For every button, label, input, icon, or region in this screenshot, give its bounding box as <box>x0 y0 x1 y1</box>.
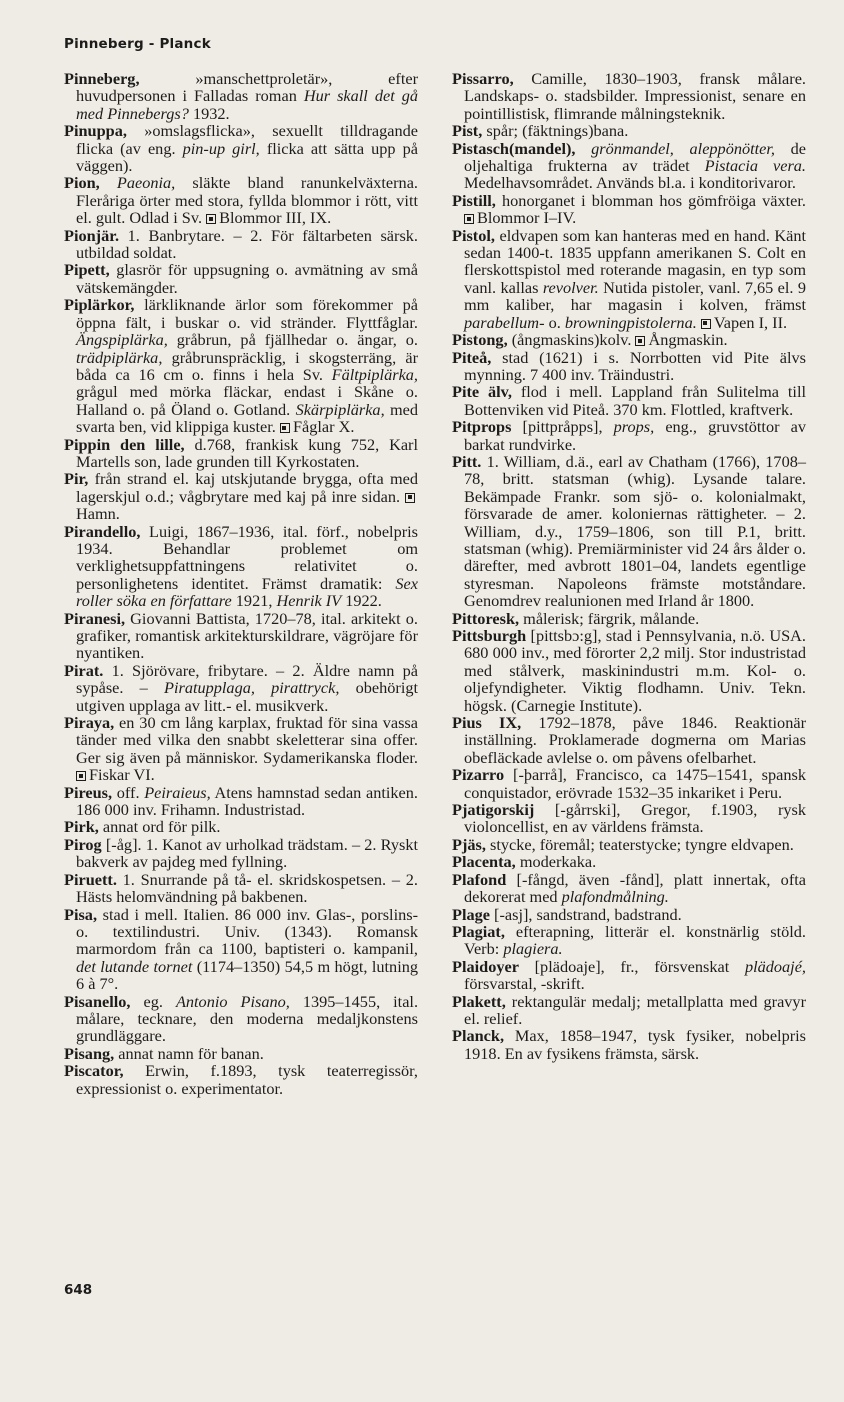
entry-headword: Pirk, <box>64 817 99 837</box>
entry-text: en 30 cm lång karplax, fruktad för sina vassa tänder med vilka den snabbt skeletterar sina offer. Ger sig även på människor. Sydamerikanska floder. <box>76 713 418 767</box>
entry-text: grågul med mörka fläckar, endast i Skåne o. Halland o. på Öland o. Gotland. <box>76 382 418 419</box>
entry-headword: Pirat. <box>64 660 104 680</box>
dictionary-entry <box>64 174 418 226</box>
entry-headword: Piplärkor, <box>64 295 135 315</box>
dictionary-entry <box>452 906 806 923</box>
entry-text: Fiskar VI. <box>89 765 155 785</box>
dictionary-entry <box>452 122 806 139</box>
entry-headword: Piscator, <box>64 1061 124 1081</box>
entry-text: försvarstal, -skrift. <box>464 974 585 994</box>
entry-text: med svarta ben, vid klippiga kuster. <box>76 399 419 437</box>
dictionary-entry <box>64 662 418 714</box>
dictionary-entry <box>452 227 806 331</box>
dictionary-entry <box>64 523 418 610</box>
entry-text: Fåglar X. <box>292 417 355 437</box>
entry-italic-text: revolver. <box>542 277 599 297</box>
entry-headword: Pisa, <box>64 904 98 924</box>
picture-reference-icon <box>206 214 216 224</box>
entry-italic-text: props, <box>613 417 655 437</box>
entry-text: [pittsbɔ:g], stad i Pennsylvania, n.ö. USA. 680 000 inv., med förorter 2,2 milj. Stor industristad med stålverk, maskinindustri m.m. Kol- o. oljefyndigheter. Viktig flodhamn. Univ. Tekn. högsk. (Carnegie Institute). <box>464 626 806 715</box>
entry-headword: Pitprops <box>452 417 512 437</box>
entry-text: [-asj], sandstrand, badstrand. <box>489 904 682 924</box>
entry-text: Ångmaskin. <box>648 330 728 350</box>
dictionary-entry <box>64 836 418 871</box>
entry-headword: Placenta, <box>452 852 516 872</box>
dictionary-entry <box>64 122 418 174</box>
entry-text: 1. Sjörövare, fribytare. – 2. Äldre namn på sypåse. – <box>76 660 418 698</box>
dictionary-entry <box>64 906 418 993</box>
dictionary-entry <box>452 766 806 801</box>
entry-italic-text: plagiera. <box>503 939 563 959</box>
dictionary-entry <box>64 1045 418 1062</box>
entry-headword: Piranesi, <box>64 608 126 628</box>
entry-headword: Pippin den lille, <box>64 434 185 454</box>
dictionary-entry <box>452 192 806 227</box>
dictionary-entry <box>452 453 806 610</box>
dictionary-entry <box>64 610 418 662</box>
entry-text: 1395–1455, ital. målare, tecknare, den moderna medaljkonstens grundläggare. <box>76 991 419 1046</box>
dictionary-entry <box>64 993 418 1045</box>
entry-headword: Pion, <box>64 173 100 193</box>
entry-headword: Pir, <box>64 469 89 489</box>
entry-italic-text: Peiraieus, <box>144 782 211 802</box>
entry-headword: Pittoresk, <box>452 608 520 628</box>
dictionary-entry <box>64 296 418 435</box>
entry-text: 1922. <box>341 591 382 611</box>
entry-italic-text: Ängspiplärka, <box>76 330 168 350</box>
entry-text: »omslagsflicka», sexuellt tilldragande flicka (av eng. <box>76 121 418 158</box>
entry-text: d.768, frankisk kung 752, Karl Martells son, lade grunden till Kyrkostaten. <box>76 434 418 471</box>
entry-text: eldvapen som kan hanteras med en hand. Känt sedan 1400-t. 1835 uppfann amerikanen S. Colt en flerskottspistol med roterande magasin, en typ som vanl. kallas <box>464 225 806 297</box>
entry-text: rektangulär medalj; metallplatta med gravyr el. relief. <box>464 991 806 1028</box>
entry-italic-text: Skärpiplärka, <box>295 399 385 419</box>
entry-text: Giovanni Battista, 1720–78, ital. arkitekt o. grafiker, romantisk arkitekturskildrare, vägröjare för nyantiken. <box>76 608 418 663</box>
entry-headword: Pisanello, <box>64 991 131 1011</box>
entry-headword: Pinuppa, <box>64 121 127 141</box>
entry-text: [pittpråpps], <box>511 417 614 437</box>
entry-text: gråbrun, på fjällhedar o. ängar, o. <box>167 330 418 350</box>
entry-text: Blommor I–IV. <box>477 208 577 228</box>
picture-reference-icon <box>405 493 415 503</box>
entry-headword: Pist, <box>452 121 483 141</box>
dictionary-entry <box>64 436 418 471</box>
dictionary-entry <box>452 383 806 418</box>
entry-text: Max, 1858–1947, tysk fysiker, nobelpris 1918. En av fysikens främsta, särsk. <box>464 1026 806 1063</box>
entry-italic-text: parabellum- <box>464 312 545 332</box>
entry-text: stad i mell. Italien. 86 000 inv. Glas-, porslins- o. textilindustri. Univ. (1343). Romansk marmordom från ca 1100, baptisteri o. kampanil, <box>76 904 418 959</box>
entry-text: stad (1621) i s. Norrbotten vid Pite älvs mynning. 7 400 inv. Träindustri. <box>464 347 806 384</box>
entry-text: Blommor III, IX. <box>219 208 332 228</box>
dictionary-entry <box>452 958 806 993</box>
entry-text: efterapning, litterär el. konstnärlig stöld. Verb: <box>464 921 806 959</box>
entry-headword: Pirandello, <box>64 521 141 541</box>
page-number: 648 <box>64 1282 93 1298</box>
entry-italic-text: Paeonia, <box>116 173 176 193</box>
entry-text: [-þarrå], Francisco, ca 1475–1541, spansk conquistador, erövrade 1532–35 inkariket i Peru. <box>464 765 806 802</box>
entry-text: Nutida pistoler, vanl. 7,65 el. 9 mm kaliber, har magasin i kolven, främst <box>464 277 807 315</box>
entry-text: eg. <box>130 991 176 1011</box>
entry-text: 1. Banbrytare. – 2. För fältarbeten särsk. utbildad soldat. <box>76 225 418 263</box>
entry-text: [-fångd, även -fånd], platt innertak, ofta dekorerat med <box>464 869 806 907</box>
entry-headword: Plakett, <box>452 991 506 1011</box>
entry-text: annat namn för banan. <box>114 1043 264 1063</box>
entry-text: obehörigt utgiven upplaga av litt.- el. musikverk. <box>76 678 419 715</box>
entry-text: de oljehaltiga frukterna av trädet <box>464 138 807 176</box>
entry-italic-text: Sex roller söka en författare <box>76 573 418 611</box>
picture-reference-icon <box>464 214 474 224</box>
entry-italic-text: Henrik IV <box>276 591 342 611</box>
entry-headword: Pistong, <box>452 330 508 350</box>
entry-headword: Plafond <box>452 869 507 889</box>
entry-headword: Pite älv, <box>452 382 512 402</box>
entry-text: spår; (fäktnings)bana. <box>482 121 629 141</box>
entry-headword: Pittsburgh <box>452 626 527 645</box>
dictionary-entry <box>452 1027 806 1062</box>
entry-headword: Pipett, <box>64 260 110 280</box>
entry-italic-text: trädpiplärka, <box>76 347 163 367</box>
entry-text: o. <box>544 312 565 332</box>
dictionary-entry <box>452 923 806 958</box>
dictionary-entry <box>452 627 806 714</box>
entry-text: släkte bland ranunkelväxterna. Fleråriga örter med stora, fyllda blommor i rött, vitt el. gult. Odlad i Sv. <box>76 173 418 228</box>
entry-text: (1174–1350) 54,5 m högt, lutning 6 à 7°. <box>76 956 418 994</box>
right-column <box>452 70 806 1062</box>
entry-text: honorganet i blomman hos gömfröiga växter. <box>495 190 806 210</box>
entry-text: off. <box>112 782 145 802</box>
entry-headword: Pionjär. <box>64 225 120 245</box>
picture-reference-icon <box>76 771 86 781</box>
entry-text: [-åg]. 1. Kanot av urholkad trädstam. – 2. Ryskt bakverk av pajdeg med fyllning. <box>76 834 418 872</box>
dictionary-entry <box>64 784 418 819</box>
entry-headword: Pius IX, <box>452 713 522 733</box>
picture-reference-icon <box>280 423 290 433</box>
entry-headword: Piteå, <box>452 347 492 367</box>
entry-text: Medelhavsområdet. Används bl.a. i konditorivaror. <box>464 173 796 193</box>
entry-italic-text: Fältpiplärka, <box>331 364 418 384</box>
entry-text <box>575 139 591 158</box>
dictionary-entry <box>64 1062 418 1097</box>
entry-headword: Pjatigorskij <box>452 800 535 820</box>
dictionary-entry <box>452 349 806 384</box>
dictionary-entry <box>452 331 806 348</box>
entry-text: [-gårrski], Gregor, f.1903, rysk violoncellist, en av världens främsta. <box>464 800 806 837</box>
entry-italic-text: Hur skall det gå med Pinnebergs? <box>76 86 418 123</box>
entry-headword: Pistol, <box>452 225 495 245</box>
left-column <box>64 70 418 1097</box>
entry-headword: Piruett. <box>64 869 117 889</box>
entry-italic-text: det lutande tornet <box>76 956 193 976</box>
dictionary-entry <box>64 261 418 296</box>
dictionary-entry <box>452 610 806 627</box>
entry-text: Camille, 1830–1903, fransk målare. Landskaps- o. stadsbilder. Impressionist, senare en pointillistisk, flimrande målningsteknik. <box>464 69 806 123</box>
entry-italic-text: Piratupplaga, pirattryck, <box>164 678 340 698</box>
entry-text: målerisk; färgrik, målande. <box>519 608 700 628</box>
entry-text: eng., gruvstöttor av barkat rundvirke. <box>464 417 806 454</box>
entry-headword: Planck, <box>452 1026 505 1046</box>
dictionary-entry <box>452 871 806 906</box>
dictionary-entry <box>64 470 418 522</box>
entry-text: Luigi, 1867–1936, ital. förf., nobelpris 1934. Behandlar problemet om verklighetsuppfattningens relativitet o. personlighetens identitet. Främst dramatik: <box>76 521 418 593</box>
entry-text: Erwin, f.1893, tysk teaterregissör, expressionist o. experimentator. <box>76 1061 418 1098</box>
entry-text: flicka att sätta upp på väggen). <box>76 138 418 176</box>
entry-text: flod i mell. Lappland från Sulitelma till Bottenviken vid Piteå. 370 km. Flottled, kraftverk. <box>464 382 806 419</box>
dictionary-entry <box>64 818 418 835</box>
dictionary-entry <box>64 714 418 784</box>
dictionary-entry <box>64 871 418 906</box>
entry-italic-text: pin-up girl, <box>182 138 260 158</box>
entry-text: [plädoaje], fr., försvenskat <box>518 956 745 976</box>
entry-text: 1. William, d.ä., earl av Chatham (1766), 1708–78, britt. statsman (whig). Lysande talare. Bekämpade Frankr. som sjö- o. kolonialmakt, försvarade de amer. koloniernas rättigheter. – 2. William, d.y., 1759–1806, son till P.1, britt. statsman (whig). Premiärminister vid 24 års ålder o. därefter, med avbrott 1801–04, landets egentlige styresman. Napoleons främste motståndare. Genomdrev realunionen med Irland år 1800. <box>464 451 806 611</box>
entry-text: 1792–1878, påve 1846. Reaktionär inställning. Proklamerade dogmerna om Marias obefläckade avlelse o. om påvens ofelbarhet. <box>464 713 806 767</box>
entry-italic-text: plafondmålning. <box>561 887 669 907</box>
entry-text: 1932. <box>188 103 230 123</box>
entry-headword: Pirog <box>64 834 102 854</box>
entry-headword: Plaidoyer <box>452 956 519 976</box>
entry-text: 1921, <box>231 591 277 611</box>
entry-text: Vapen I, II. <box>713 312 788 332</box>
entry-text: Hamn. <box>76 504 120 524</box>
entry-text: lärkliknande ärlor som förekommer på öppna fält, i buskar o. vid stränder. Flyttfåglar. <box>76 295 418 332</box>
dictionary-entry <box>452 70 806 122</box>
entry-text: (ångmaskins)kolv. <box>507 330 636 350</box>
dictionary-entry <box>452 714 806 766</box>
entry-headword: Pisang, <box>64 1043 115 1063</box>
entry-headword: Pistill, <box>452 190 496 210</box>
dictionary-entry <box>452 853 806 870</box>
picture-reference-icon <box>701 319 711 329</box>
entry-headword: Pitt. <box>452 451 482 471</box>
dictionary-entry <box>452 140 806 192</box>
entry-text: annat ord för pilk. <box>98 817 221 837</box>
entry-text: glasrör för uppsugning o. avmätning av små vätskemängder. <box>76 260 418 297</box>
entry-headword: Pissarro, <box>452 69 514 88</box>
entry-text: gråbrunspräcklig, i skogsterräng, är båda ca 16 cm o. finns i hela Sv. <box>76 347 418 384</box>
entry-headword: Pizarro <box>452 765 505 785</box>
entry-headword: Plage <box>452 904 490 924</box>
entry-text: moderkaka. <box>515 852 597 872</box>
dictionary-entry <box>452 418 806 453</box>
running-head: Pinneberg - Planck <box>64 36 211 52</box>
entry-text <box>100 173 117 192</box>
entry-headword: Pinneberg, <box>64 69 140 88</box>
entry-italic-text: Antonio Pisano, <box>175 991 290 1011</box>
entry-italic-text: plädoajé, <box>744 956 806 976</box>
entry-headword: Pjäs, <box>452 834 486 854</box>
dictionary-entry <box>452 801 806 836</box>
dictionary-entry <box>64 70 418 122</box>
entry-text: »manschettproletär», efter huvudpersonen i Falladas roman <box>76 69 418 106</box>
entry-text: från strand el. kaj utskjutande brygga, ofta med lagerskjul o.d.; vågbrytare med kaj på inre sidan. <box>76 469 418 506</box>
entry-italic-text: grönmandel, aleppönötter, <box>591 138 775 158</box>
dictionary-entry <box>452 993 806 1028</box>
entry-text: 1. Snurrande på tå- el. skridskospetsen. – 2. Hästs helomvändning på bakbenen. <box>76 869 418 907</box>
picture-reference-icon <box>635 336 645 346</box>
dictionary-entry <box>64 227 418 262</box>
entry-text: Atens hamnstad sedan antiken. 186 000 inv. Frihamn. Industristad. <box>76 782 418 820</box>
dictionary-entry <box>452 836 806 853</box>
entry-headword: Pistasch(mandel), <box>452 138 576 158</box>
entry-italic-text: Pistacia vera. <box>704 156 806 176</box>
entry-headword: Piraya, <box>64 713 115 733</box>
entry-headword: Plagiat, <box>452 921 505 941</box>
entry-text: stycke, föremål; teaterstycke; tyngre eldvapen. <box>485 834 794 854</box>
entry-italic-text: browningpistolerna. <box>564 312 697 332</box>
entry-headword: Pireus, <box>64 782 113 802</box>
